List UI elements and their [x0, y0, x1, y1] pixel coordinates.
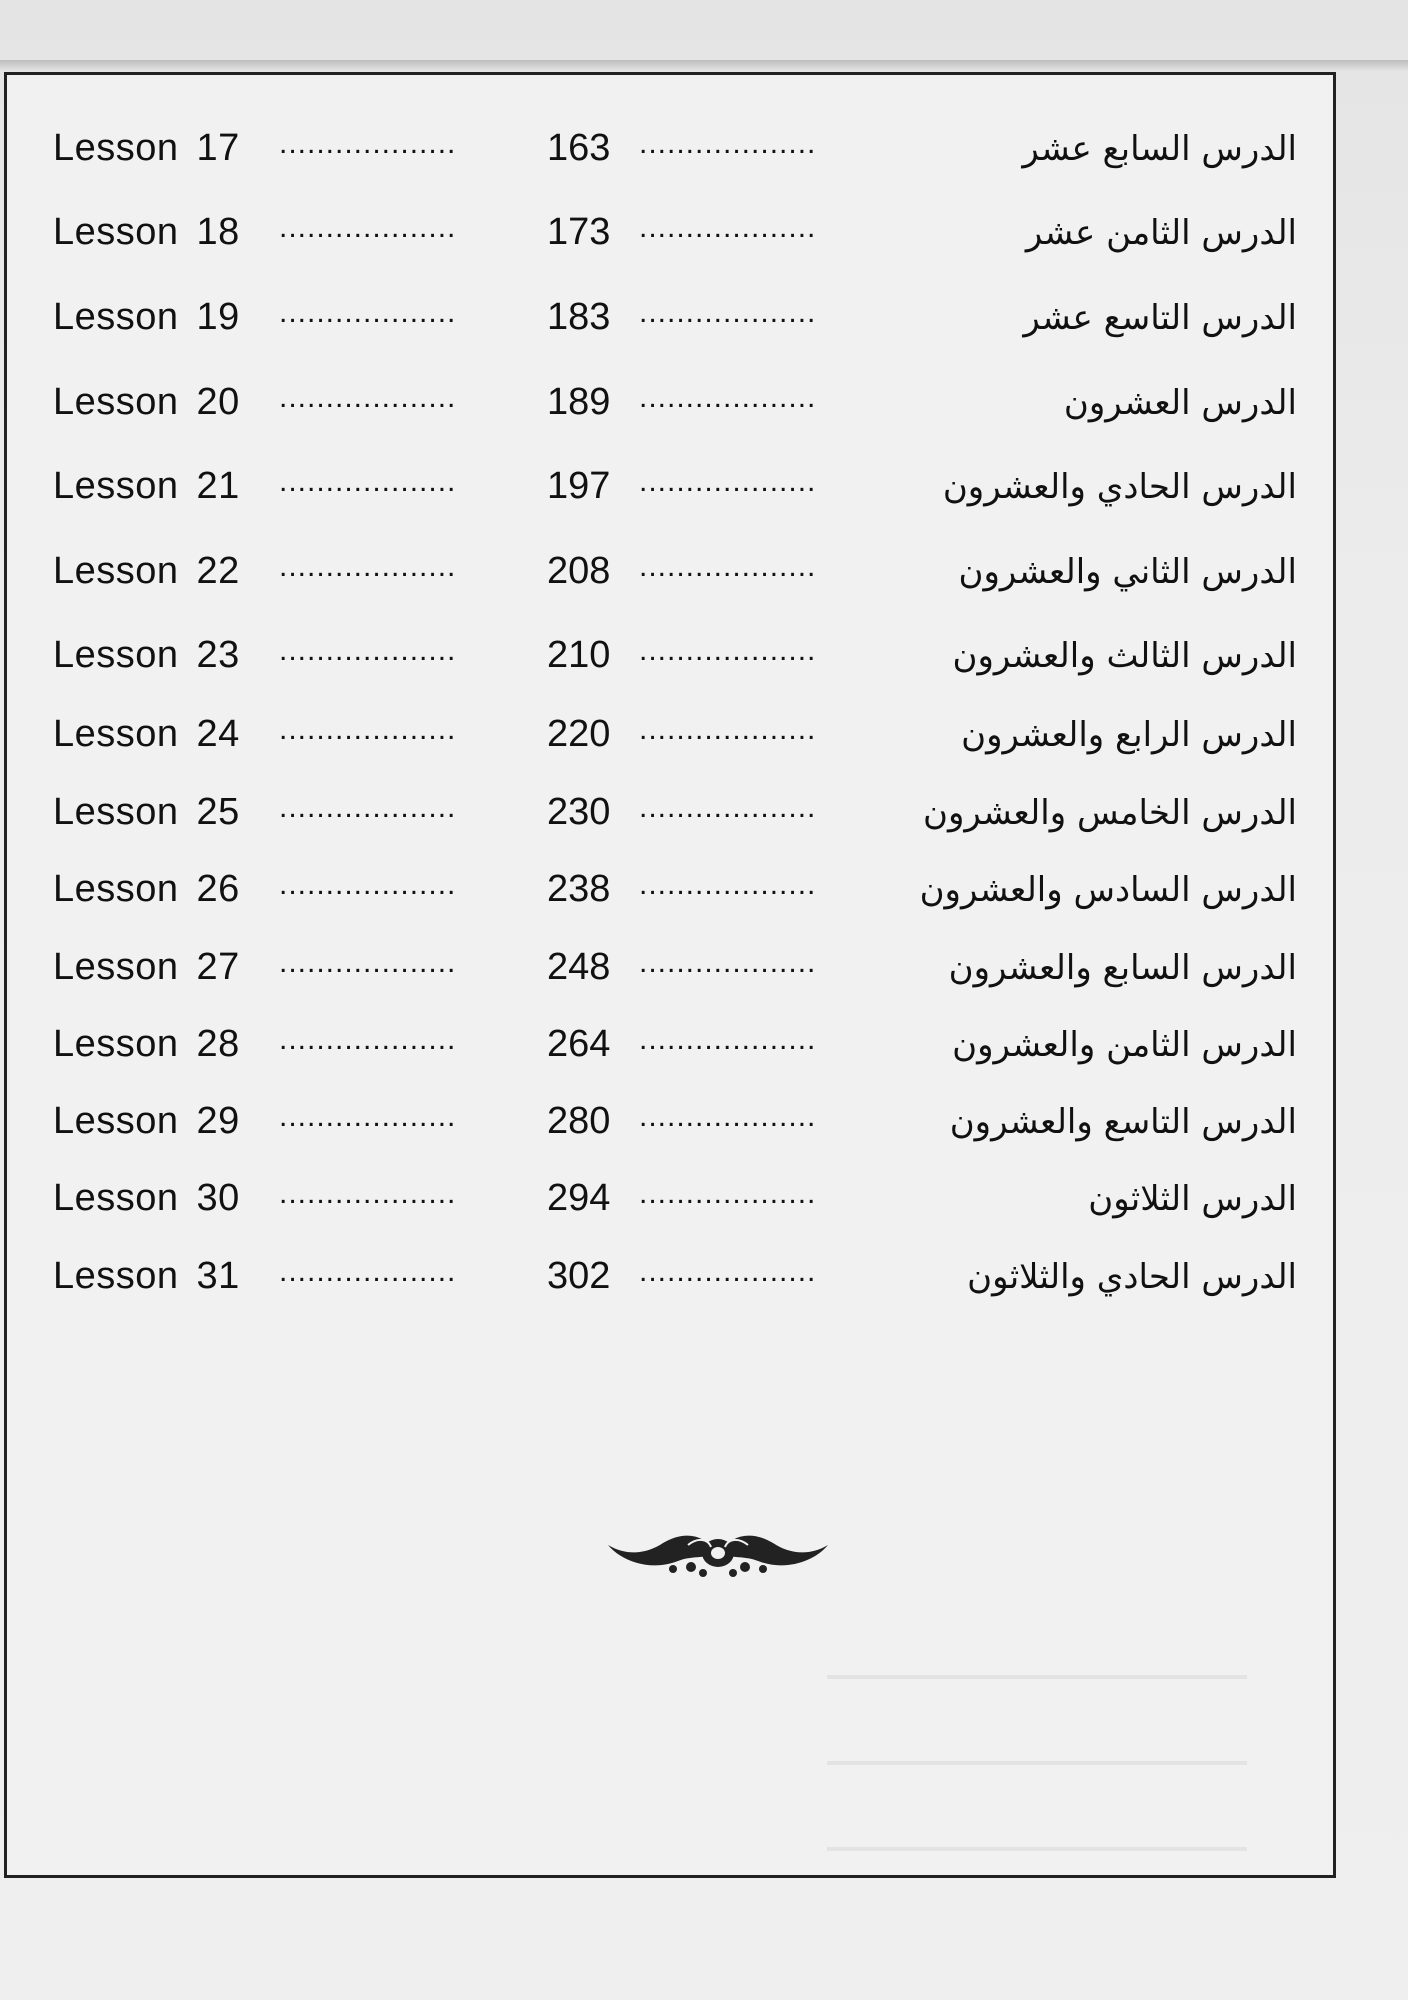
lesson-label: Lesson 19	[53, 296, 240, 338]
lesson-label: Lesson 31	[53, 1255, 240, 1297]
dot-leader: ...................	[279, 791, 457, 824]
lesson-label: Lesson 18	[53, 211, 240, 253]
dot-leader: ...................	[639, 1100, 817, 1133]
toc-row	[7, 465, 1333, 535]
page-number: 183	[547, 296, 611, 338]
page-number: 163	[547, 127, 611, 169]
dot-leader: ...................	[639, 1255, 817, 1288]
lesson-number: 18	[196, 211, 240, 253]
lesson-number: 27	[196, 946, 240, 988]
dot-leader: ...................	[639, 713, 817, 746]
lesson-number: 22	[196, 550, 240, 592]
dot-leader: ...................	[639, 381, 817, 414]
arabic-lesson-title: الدرس السادس والعشرون	[919, 870, 1297, 910]
lesson-label: Lesson 27	[53, 946, 240, 988]
lesson-number: 31	[196, 1255, 240, 1297]
lesson-label: Lesson 23	[53, 634, 240, 676]
page-number: 238	[547, 868, 611, 910]
lesson-number: 28	[196, 1023, 240, 1065]
toc-row	[7, 868, 1333, 938]
page-number: 220	[547, 713, 611, 755]
toc-list	[7, 75, 1333, 1875]
arabic-lesson-title: الدرس الثامن والعشرون	[952, 1025, 1297, 1065]
dot-leader: ...................	[279, 211, 457, 244]
toc-row	[7, 127, 1333, 197]
dot-leader: ...................	[279, 127, 457, 160]
toc-row	[7, 211, 1333, 281]
dot-leader: ...................	[279, 634, 457, 667]
arabic-lesson-title: الدرس التاسع والعشرون	[949, 1102, 1297, 1142]
lesson-label: Lesson 25	[53, 791, 240, 833]
lesson-label: Lesson 29	[53, 1100, 240, 1142]
dot-leader: ...................	[279, 381, 457, 414]
toc-row	[7, 634, 1333, 704]
dot-leader: ...................	[279, 1100, 457, 1133]
dot-leader: ...................	[639, 946, 817, 979]
arabic-lesson-title: الدرس التاسع عشر	[1023, 298, 1297, 338]
dot-leader: ...................	[639, 127, 817, 160]
page-number: 173	[547, 211, 611, 253]
dot-leader: ...................	[279, 465, 457, 498]
dot-leader: ...................	[279, 1023, 457, 1056]
dot-leader: ...................	[639, 550, 817, 583]
dot-leader: ...................	[279, 1177, 457, 1210]
lesson-number: 24	[196, 713, 240, 755]
lesson-number: 19	[196, 296, 240, 338]
arabic-lesson-title: الدرس الحادي والعشرون	[942, 467, 1297, 507]
toc-row	[7, 1100, 1333, 1170]
page-number: 248	[547, 946, 611, 988]
arabic-lesson-title: الدرس العشرون	[1063, 383, 1297, 423]
lesson-number: 21	[196, 465, 240, 507]
contents-frame	[4, 72, 1336, 1878]
page-edge-shadow	[0, 60, 1408, 72]
arabic-lesson-title: الدرس الثالث والعشرون	[952, 636, 1297, 676]
page-number: 264	[547, 1023, 611, 1065]
dot-leader: ...................	[639, 868, 817, 901]
arabic-lesson-title: الدرس الثلاثون	[1088, 1179, 1297, 1219]
toc-row	[7, 1177, 1333, 1247]
floral-divider-icon	[603, 1523, 833, 1583]
lesson-number: 30	[196, 1177, 240, 1219]
page-number: 208	[547, 550, 611, 592]
page-number: 230	[547, 791, 611, 833]
page-number: 280	[547, 1100, 611, 1142]
dot-leader: ...................	[639, 634, 817, 667]
lesson-label: Lesson 17	[53, 127, 240, 169]
page-number: 294	[547, 1177, 611, 1219]
toc-row	[7, 1255, 1333, 1325]
dot-leader: ...................	[639, 211, 817, 244]
lesson-number: 17	[196, 127, 240, 169]
lesson-label: Lesson 26	[53, 868, 240, 910]
lesson-label: Lesson 20	[53, 381, 240, 423]
lesson-label: Lesson 28	[53, 1023, 240, 1065]
arabic-lesson-title: الدرس الرابع والعشرون	[961, 715, 1297, 755]
dot-leader: ...................	[639, 791, 817, 824]
arabic-lesson-title: الدرس الثاني والعشرون	[958, 552, 1297, 592]
arabic-lesson-title: الدرس السابع عشر	[1022, 129, 1297, 169]
dot-leader: ...................	[279, 946, 457, 979]
dot-leader: ...................	[279, 550, 457, 583]
dot-leader: ...................	[639, 1023, 817, 1056]
toc-row	[7, 713, 1333, 783]
toc-row	[7, 1023, 1333, 1093]
dot-leader: ...................	[279, 296, 457, 329]
page-number: 210	[547, 634, 611, 676]
dot-leader: ...................	[639, 296, 817, 329]
dot-leader: ...................	[279, 868, 457, 901]
arabic-lesson-title: الدرس السابع والعشرون	[948, 948, 1297, 988]
lesson-number: 26	[196, 868, 240, 910]
arabic-lesson-title: الدرس الثامن عشر	[1025, 213, 1297, 253]
lesson-label: Lesson 24	[53, 713, 240, 755]
toc-row	[7, 791, 1333, 861]
lesson-number: 29	[196, 1100, 240, 1142]
lesson-number: 23	[196, 634, 240, 676]
arabic-lesson-title: الدرس الحادي والثلاثون	[967, 1257, 1297, 1297]
dot-leader: ...................	[279, 713, 457, 746]
arabic-lesson-title: الدرس الخامس والعشرون	[923, 793, 1297, 833]
page-number: 197	[547, 465, 611, 507]
page-number: 302	[547, 1255, 611, 1297]
dot-leader: ...................	[639, 465, 817, 498]
lesson-number: 25	[196, 791, 240, 833]
toc-row	[7, 946, 1333, 1016]
dot-leader: ...................	[639, 1177, 817, 1210]
page-number: 189	[547, 381, 611, 423]
toc-row	[7, 381, 1333, 451]
toc-row	[7, 296, 1333, 366]
lesson-number: 20	[196, 381, 240, 423]
lesson-label: Lesson 22	[53, 550, 240, 592]
lesson-label: Lesson 30	[53, 1177, 240, 1219]
toc-row	[7, 550, 1333, 620]
lesson-label: Lesson 21	[53, 465, 240, 507]
dot-leader: ...................	[279, 1255, 457, 1288]
